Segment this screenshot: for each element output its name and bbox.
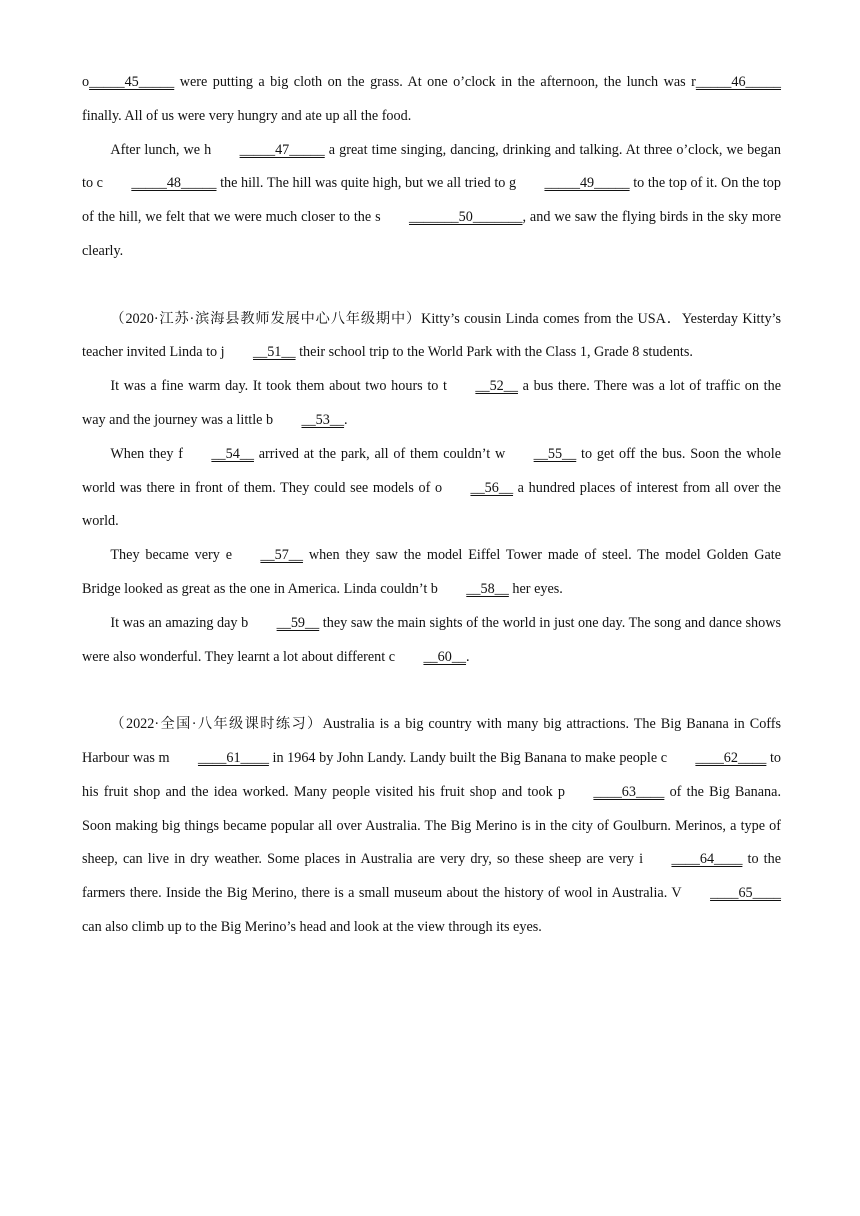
passage-text: （2022·全国·八年级课时练习）Australia is a big country with many big attractions. The Big Banana in Coffs Harbour was m (82, 716, 781, 766)
answer-blank[interactable]: _______50_______ (408, 209, 523, 226)
answer-blank[interactable]: __54__ (211, 445, 254, 462)
paragraph (82, 438, 781, 539)
paragraph (82, 539, 781, 607)
passage-text: . (466, 648, 470, 665)
passage-text: a bus there. There was a lot of traffic on the way and the journey was a little b (82, 378, 781, 428)
passage-text: finally. All of us were very hungry and ate up all the food. (82, 107, 412, 124)
passage-text: to get off the bus. Soon the whole world was there in front of them. They could see models of o (82, 445, 781, 496)
section-spacer (82, 269, 781, 303)
passage-text: It was a fine warm day. It took them about two hours to t (110, 378, 447, 395)
answer-blank[interactable]: __52__ (475, 378, 518, 395)
passage-text: After lunch, we h (110, 141, 212, 158)
paragraph (82, 303, 781, 371)
answer-blank[interactable]: __59__ (276, 614, 320, 631)
passage-text: to his fruit shop and the idea worked. Many people visited his fruit shop and took p (82, 749, 781, 800)
passage-text: o (82, 74, 90, 90)
answer-blank[interactable]: __53__ (301, 411, 345, 428)
answer-blank[interactable]: __55__ (533, 445, 577, 462)
answer-blank[interactable]: __60__ (423, 648, 467, 665)
answer-blank[interactable]: _____49_____ (544, 175, 630, 192)
paragraph (82, 66, 781, 134)
document-body (82, 66, 781, 945)
passage-text: When they f (110, 445, 184, 462)
paragraph (82, 370, 781, 438)
passage-text: the hill. The hill was quite high, but we all tried to g (216, 175, 517, 192)
passage-text: It was an amazing day b (110, 614, 249, 631)
passage-text: when they saw the model Eiffel Tower made of steel. The model Golden Gate Bridge looked as great as the one in America. Linda couldn’t b (82, 547, 782, 597)
passage-text: arrived at the park, all of them couldn’t w (253, 445, 506, 462)
passage-text: They became very e (110, 547, 233, 564)
passage-text: . (344, 411, 348, 428)
passage-text: were putting a big cloth on the grass. At one o’clock in the afternoon, the lunch was r (174, 74, 696, 90)
answer-blank[interactable]: ____62____ (695, 749, 767, 766)
answer-blank[interactable]: ____61____ (197, 749, 269, 766)
answer-blank[interactable]: _____45_____ (89, 74, 175, 90)
answer-blank[interactable]: ____63____ (593, 783, 665, 800)
passage-text: to the top of it. On the top of the hill, we felt that we were much closer to the s (82, 175, 781, 226)
passage-text: they saw the main sights of the world in just one day. The song and dance shows were also wonderful. They learnt a lot about different c (82, 614, 781, 665)
answer-blank[interactable]: __51__ (253, 344, 296, 361)
answer-blank[interactable]: _____47_____ (239, 141, 325, 158)
answer-blank[interactable]: __58__ (466, 580, 509, 597)
passage-text: , and we saw the flying birds in the sky more clearly. (82, 209, 781, 259)
passage-text: of the Big Banana. Soon making big things became popular all over Australia. The Big Merino is in the city of Goulburn. Merinos, a type of sheep, can live in dry weather. Some places in Australia are very dry, so these sheep are very i (82, 783, 781, 868)
passage-text: （2020·江苏·滨海县教师发展中心八年级期中）Kitty’s cousin Linda comes from the USA．Yesterday Kitty’s teacher invited Linda to j (82, 310, 781, 361)
passage-text: in 1964 by John Landy. Landy built the Big Banana to make people c (268, 749, 668, 766)
section-spacer (82, 674, 781, 708)
answer-blank[interactable]: __56__ (470, 479, 514, 496)
answer-blank[interactable]: _____48_____ (131, 175, 217, 192)
passage-text: their school trip to the World Park with the Class 1, Grade 8 students. (295, 344, 693, 361)
answer-blank[interactable]: __57__ (260, 547, 303, 564)
passage-text: to the farmers there. Inside the Big Merino, there is a small museum about the history of wool in Australia. V (82, 851, 781, 902)
passage-text: a hundred places of interest from all over the world. (82, 479, 781, 530)
paragraph (82, 134, 781, 269)
passage-text: her eyes. (508, 580, 563, 597)
passage-text: can also climb up to the Big Merino’s head and look at the view through its eyes. (82, 918, 542, 935)
answer-blank[interactable]: _____46_____ (695, 74, 781, 90)
passage-text: a great time singing, dancing, drinking and talking. At three o’clock, we began to c (82, 141, 781, 192)
answer-blank[interactable]: ____65____ (710, 885, 781, 902)
answer-blank[interactable]: ____64____ (671, 851, 743, 868)
paragraph (82, 708, 781, 945)
paragraph (82, 607, 781, 675)
